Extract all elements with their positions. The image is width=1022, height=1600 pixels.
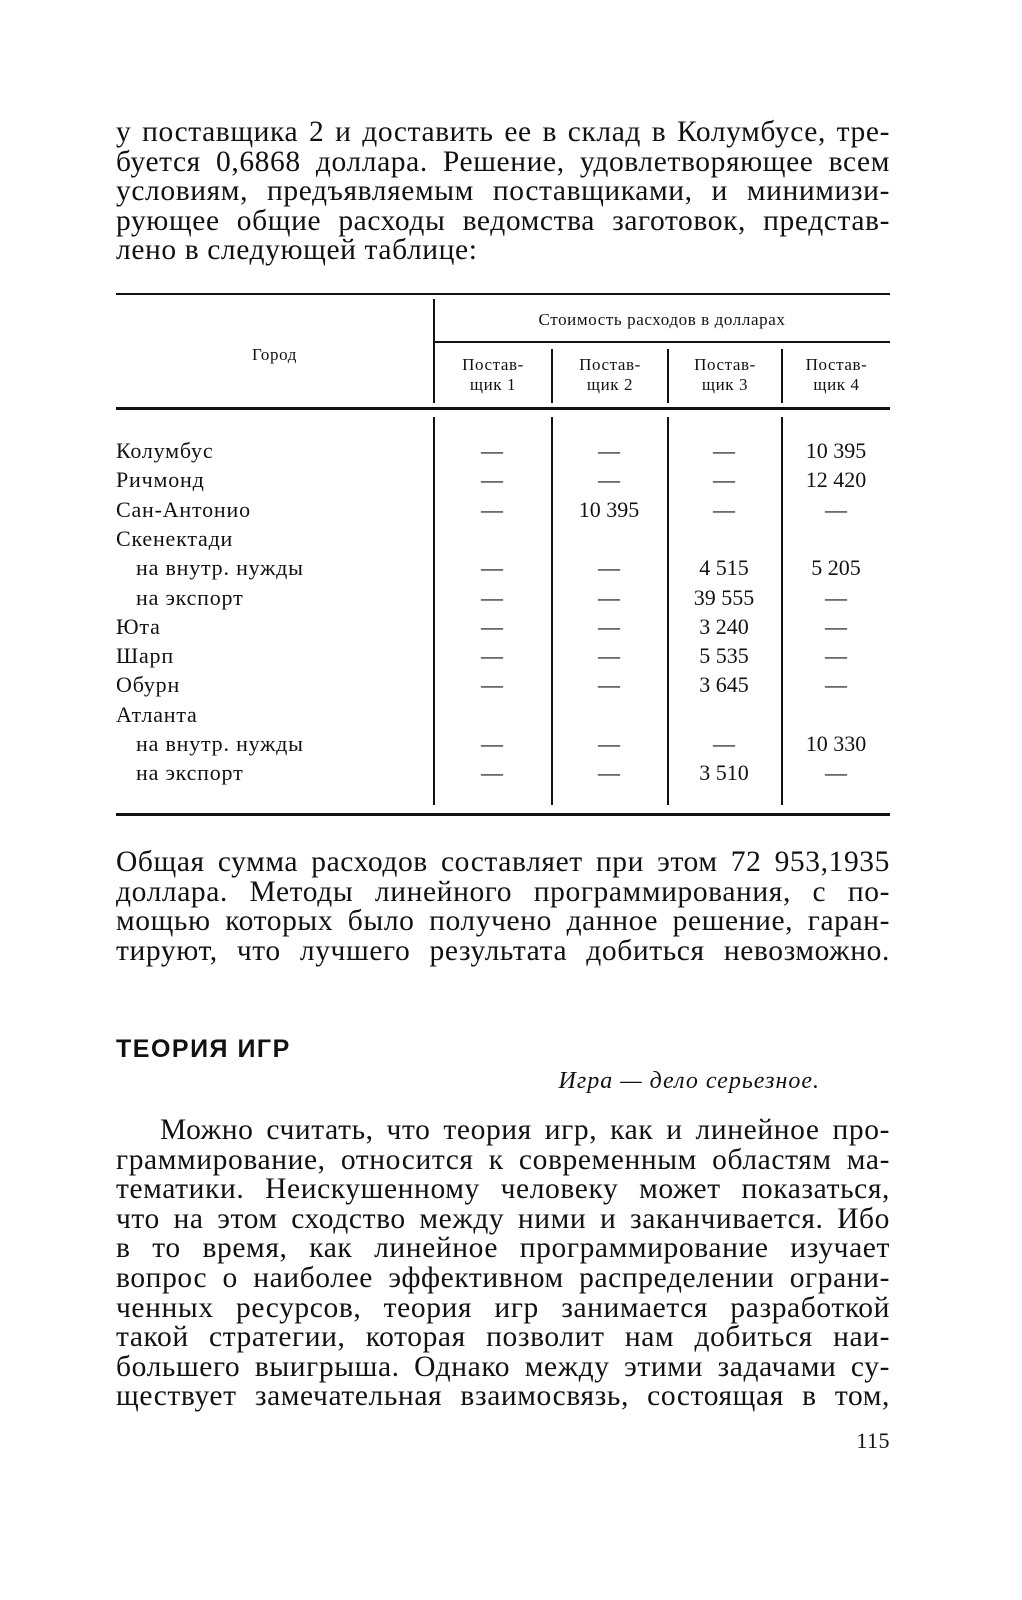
header-line: Постав- — [694, 355, 756, 374]
epigraph: Игра — дело серьезное. — [558, 1068, 820, 1094]
table-cell: — — [481, 613, 503, 639]
table-cell: 3 510 — [699, 760, 749, 786]
table-cell: — — [598, 643, 620, 669]
header-line: щик 2 — [586, 375, 634, 394]
table-cell: — — [713, 438, 735, 463]
text-line: тематики. Неискушенному человеку может показаться, — [116, 1173, 890, 1206]
row-label: на экспорт — [136, 760, 244, 786]
table-cell: — — [713, 467, 735, 493]
table-cell: — — [481, 438, 503, 463]
text-line: вопрос о наиболее эффективном распределении ограни- — [116, 1261, 890, 1294]
table-cell: — — [598, 613, 620, 639]
row-label: на экспорт — [136, 584, 244, 610]
row-label: Колумбус — [116, 438, 214, 463]
text-line: условиям, предъявляемым поставщиками, и минимизи- — [116, 175, 890, 208]
column-divider — [433, 417, 435, 805]
text-line: что на этом сходство между ними и заканчивается. Ибо — [116, 1202, 890, 1235]
supplier-header-4 — [783, 355, 890, 395]
row-label: на внутр. нужды — [136, 555, 304, 581]
table-cell: — — [481, 496, 503, 522]
cost-group-header: Стоимость расходов в долларах — [538, 310, 786, 329]
header-line: щик 1 — [469, 375, 517, 394]
table-cell: — — [825, 584, 847, 610]
table-cell: — — [481, 731, 503, 756]
text-line: такой стратегии, которая позволит нам добиться наи- — [116, 1321, 890, 1354]
table-bottom-rule — [116, 813, 890, 816]
text-line: буется 0,6868 доллара. Решение, удовлетворяющее всем — [116, 145, 890, 178]
table-cell: — — [598, 555, 620, 581]
text-line: Общая сумма расходов составляет при этом 72 953,1935 — [116, 846, 890, 878]
table-cell: — — [481, 555, 503, 581]
paragraph-mid — [116, 848, 890, 966]
text-line: у поставщика 2 и доставить ее в склад в Колумбусе, тре- — [116, 116, 890, 148]
row-label: Юта — [116, 613, 161, 639]
text-line: доллара. Методы линейного программирования, с по- — [116, 875, 890, 908]
table-cell: 10 395 — [578, 496, 640, 522]
row-label: на внутр. нужды — [136, 731, 304, 756]
header-bottom-rule — [116, 407, 890, 410]
header-line: Постав- — [462, 355, 524, 374]
table-cell: — — [825, 760, 847, 786]
table-cell: 3 240 — [699, 613, 749, 639]
table-cell: — — [825, 672, 847, 698]
table-cell: — — [598, 438, 620, 463]
supplier-header-2 — [553, 355, 667, 395]
text-line: мощью которых было получено данное решение, гаран- — [116, 905, 890, 938]
table-cell: — — [825, 643, 847, 669]
table-cell: 3 645 — [699, 672, 749, 698]
row-label: Обурн — [116, 672, 181, 698]
supplier-header-1 — [435, 355, 551, 395]
text-line: граммирование, относится к современным областям ма- — [116, 1143, 890, 1176]
table-cell: — — [481, 672, 503, 698]
table-cell: — — [713, 731, 735, 756]
table-cell: — — [481, 643, 503, 669]
group-header-rule — [434, 341, 890, 343]
table-cell: — — [825, 613, 847, 639]
table-cell: 10 330 — [805, 731, 867, 756]
header-line: Постав- — [805, 355, 868, 374]
text-line: большего выигрыша. Однако между этими задачами су- — [116, 1350, 890, 1383]
row-label: Ричмонд — [116, 467, 205, 493]
paragraph-top — [116, 118, 890, 266]
text-line: лено в следующей таблице: — [116, 234, 478, 267]
row-label: Сан-Антонио — [116, 496, 251, 522]
table-cell: 39 555 — [693, 584, 755, 610]
page-number: 115 — [856, 1428, 890, 1453]
table-cell: 4 515 — [699, 555, 749, 581]
header-line: Постав- — [579, 355, 641, 374]
table-cell: — — [481, 760, 503, 786]
section-title: ТЕОРИЯ ИГР — [116, 1035, 291, 1063]
header-line: щик 4 — [813, 375, 860, 394]
table-cell: 5 205 — [811, 555, 861, 581]
table-cell: — — [481, 467, 503, 493]
table-cell: — — [598, 731, 620, 756]
paragraph-bottom — [116, 1116, 890, 1412]
row-label: Скенектади — [116, 525, 234, 551]
header-line: щик 3 — [701, 375, 749, 394]
table-cell: — — [598, 467, 620, 493]
table-cell: — — [598, 760, 620, 786]
row-label: Шарп — [116, 643, 174, 669]
text-line: в то время, как линейное программирование изучает — [116, 1232, 890, 1265]
table-cell: 12 420 — [805, 467, 867, 493]
table-cell: — — [713, 496, 735, 522]
table-cell: 10 395 — [805, 438, 867, 463]
text-line: ченных ресурсов, теория игр занимается разработкой — [116, 1291, 890, 1324]
row-label: Атланта — [116, 701, 198, 727]
text-line: тируют, что лучшего результата добиться невозможно. — [116, 934, 890, 967]
text-line: ществует замечательная взаимосвязь, состоящая в том, — [116, 1380, 890, 1413]
supplier-header-3 — [669, 355, 781, 395]
cost-table — [116, 293, 890, 816]
table-cell: — — [825, 496, 847, 522]
text-line: Можно считать, что теория игр, как и линейное про- — [160, 1114, 890, 1146]
city-header: Город — [252, 345, 297, 364]
table-top-rule — [116, 293, 890, 295]
table-cell: — — [481, 584, 503, 610]
table-cell: — — [598, 672, 620, 698]
table-cell: 5 535 — [699, 643, 749, 669]
book-page — [116, 0, 890, 1600]
text-line: рующее общие расходы ведомства заготовок, представ- — [116, 204, 890, 237]
column-divider — [551, 417, 553, 805]
table-cell: — — [598, 584, 620, 610]
